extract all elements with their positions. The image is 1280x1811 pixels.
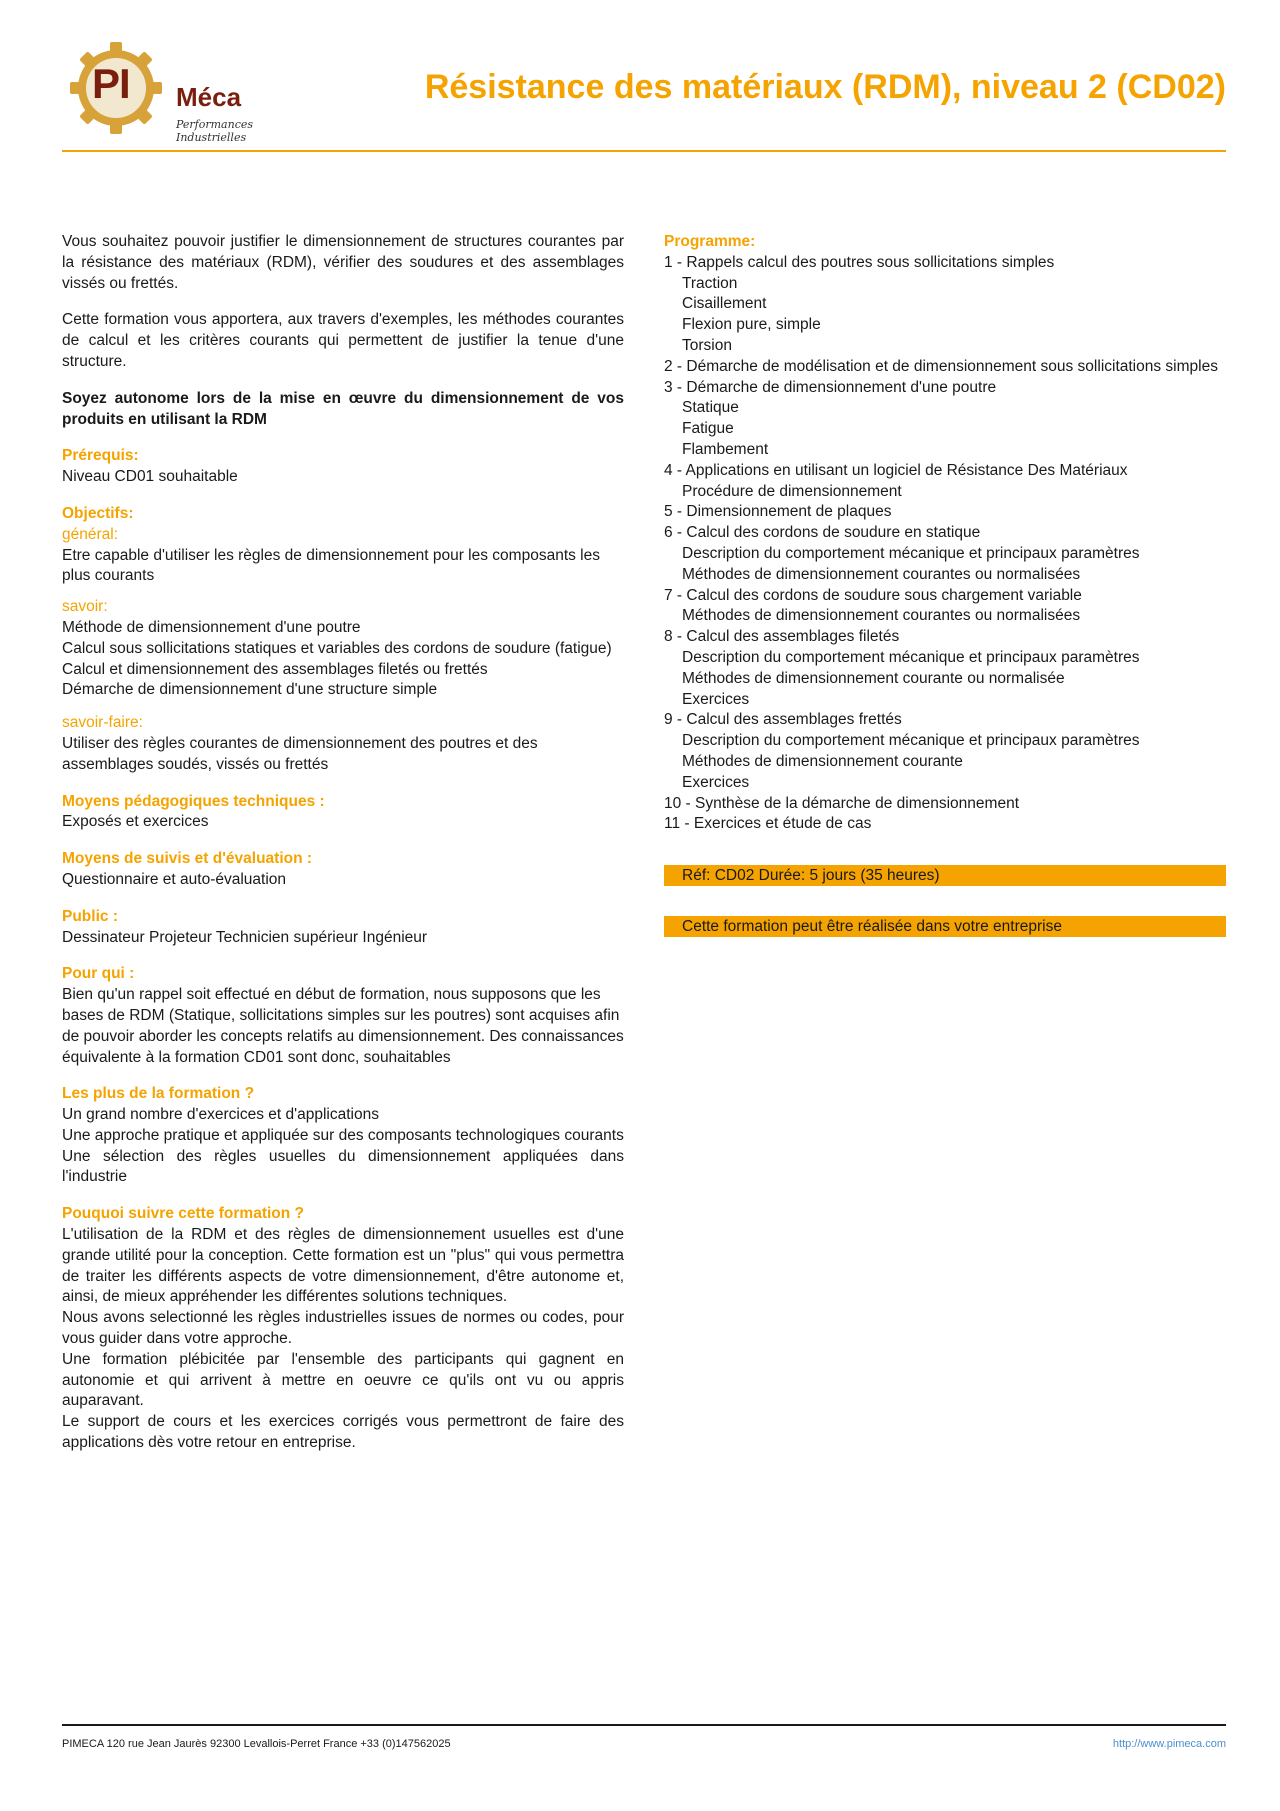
- intro-paragraph-2: Cette formation vous apportera, aux travers d'exemples, les méthodes courantes de calcul et les critères courants qui permettent de justifier la tenue d'une structure.: [62, 311, 624, 370]
- programme-item: Torsion: [682, 336, 732, 354]
- programme-heading: Programme:: [664, 233, 756, 250]
- programme-item: Description du comportement mécanique et principaux paramètres: [682, 732, 1140, 750]
- intro-bold-statement: Soyez autonome lors de la mise en œuvre du dimensionnement de vos produits en utilisant la RDM: [62, 389, 624, 428]
- programme-item: 10 - Synthèse de la démarche de dimensionnement: [664, 794, 1019, 812]
- programme-item: 11 - Exercices et étude de cas: [664, 815, 872, 833]
- programme-item: Méthodes de dimensionnement courantes ou normalisées: [682, 607, 1081, 625]
- savoir-item: Méthode de dimensionnement d'une poutre: [62, 618, 361, 636]
- plus-item: Un grand nombre d'exercices et d'applications: [62, 1106, 379, 1124]
- page-footer: [62, 1724, 1226, 1750]
- plus-item: Une approche pratique et appliquée sur des composants technologiques courants: [62, 1126, 624, 1144]
- reference-duration-bar: Réf: CD02 Durée: 5 jours (35 heures): [664, 865, 1226, 886]
- prereq-text: Niveau CD01 souhaitable: [62, 468, 238, 486]
- intro-paragraph-1: Vous souhaitez pouvoir justifier le dimensionnement de structures courantes par la résistance des matériaux (RDM), vérifier des soudures et des assemblages vissés ou frettés.: [62, 233, 624, 292]
- logo-tagline: Performances Industrielles: [176, 118, 254, 144]
- right-column: [664, 232, 1226, 937]
- footer-website-link[interactable]: http://www.pimeca.com: [1112, 1738, 1226, 1750]
- savoir-item: Démarche de dimensionnement d'une structure simple: [62, 681, 438, 699]
- footer-address: PIMECA 120 rue Jean Jaurès 92300 Levallois-Perret France +33 (0)147562025: [62, 1738, 451, 1750]
- programme-list: [664, 253, 1226, 835]
- programme-item: 1 - Rappels calcul des poutres sous sollicitations simples: [664, 253, 1055, 271]
- plus-list: [62, 1105, 624, 1188]
- programme-item: 2 - Démarche de modélisation et de dimensionnement sous sollicitations simples: [664, 357, 1218, 375]
- general-text: Etre capable d'utiliser les règles de dimensionnement pour les composants les plus courants: [62, 546, 600, 585]
- moyens-heading: Moyens pédagogiques techniques :: [62, 792, 325, 810]
- savoir-item: Calcul et dimensionnement des assemblages filetés ou frettés: [62, 660, 488, 678]
- savoirfaire-text: Utiliser des règles courantes de dimensionnement des poutres et des assemblages soudés, vissés ou frettés: [62, 734, 538, 773]
- programme-item: 8 - Calcul des assemblages filetés: [664, 628, 900, 646]
- savoir-heading: savoir:: [62, 598, 108, 616]
- pourqui-heading: Pour qui :: [62, 965, 135, 983]
- programme-item: Méthodes de dimensionnement courantes ou normalisées: [682, 565, 1081, 583]
- savoirfaire-heading: savoir-faire:: [62, 714, 143, 732]
- pourquoi-paragraph: Nous avons selectionné les règles industrielles issues de normes ou codes, pour vous guider dans votre approche.: [62, 1309, 624, 1348]
- pourquoi-paragraph: L'utilisation de la RDM et des règles de dimensionnement usuelles est d'une grande utilité pour la conception. Cette formation est un "plus" qui vous permettra de traiter les différents aspects de votre dimensionnement, d'être autonome et, ainsi, de mieux appréhender les différentes solutions techniques.: [62, 1226, 624, 1306]
- suivi-heading: Moyens de suivis et d'évaluation :: [62, 850, 313, 868]
- savoir-item: Calcul sous sollicitations statiques et variables des cordons de soudure (fatigue): [62, 639, 612, 657]
- plus-heading: Les plus de la formation ?: [62, 1085, 255, 1103]
- programme-item: 3 - Démarche de dimensionnement d'une poutre: [664, 378, 997, 396]
- pourquoi-heading: Pouquoi suivre cette formation ?: [62, 1205, 304, 1223]
- page-title: Résistance des matériaux (RDM), niveau 2 (CD02): [424, 68, 1226, 106]
- programme-item: 6 - Calcul des cordons de soudure en statique: [664, 524, 981, 542]
- programme-item: Méthodes de dimensionnement courante ou normalisée: [682, 669, 1065, 687]
- public-heading: Public :: [62, 907, 118, 925]
- programme-item: Fatigue: [682, 420, 734, 438]
- savoir-list: [62, 618, 624, 701]
- prereq-heading: Prérequis:: [62, 447, 139, 465]
- programme-item: Cisaillement: [682, 295, 767, 313]
- pourquoi-paragraph: Une formation plébicitée par l'ensemble des participants qui gagnent en autonomie et qui arrivent à mettre en oeuvre ce qu'ils ont vu ou appris auparavant.: [62, 1350, 624, 1410]
- programme-item: 4 - Applications en utilisant un logiciel de Résistance Des Matériaux: [664, 461, 1128, 479]
- pourquoi-list: [62, 1225, 624, 1454]
- programme-item: Flambement: [682, 440, 769, 458]
- objectifs-heading: Objectifs:: [62, 504, 134, 522]
- pimeca-logo: [70, 40, 310, 144]
- suivi-text: Questionnaire et auto-évaluation: [62, 870, 287, 888]
- logo-pi: PI: [92, 60, 130, 107]
- plus-item: Une sélection des règles usuelles du dimensionnement appliquées dans l'industrie: [62, 1147, 624, 1186]
- moyens-text: Exposés et exercices: [62, 813, 209, 831]
- pourquoi-paragraph: Le support de cours et les exercices corrigés vous permettront de faire des applications dès votre retour en entreprise.: [62, 1413, 624, 1452]
- programme-item: Procédure de dimensionnement: [682, 482, 902, 500]
- programme-item: Méthodes de dimensionnement courante: [682, 752, 963, 770]
- pourqui-text: Bien qu'un rappel soit effectué en début de formation, nous supposons que les bases de RDM (Statique, sollicitations simples sur les poutres) sont acquises afin de pouvoir aborder les concepts relatifs au dimensionnement. Des connaissances équivalente à la formation CD01 sont donc, souhaitables: [62, 986, 624, 1066]
- programme-item: Description du comportement mécanique et principaux paramètres: [682, 544, 1140, 562]
- programme-item: 9 - Calcul des assemblages frettés: [664, 711, 902, 729]
- programme-item: Flexion pure, simple: [682, 316, 821, 334]
- programme-item: Statique: [682, 399, 739, 417]
- general-heading: général:: [62, 525, 119, 543]
- programme-item: Description du comportement mécanique et principaux paramètres: [682, 648, 1140, 666]
- programme-item: 5 - Dimensionnement de plaques: [664, 503, 892, 521]
- programme-item: 7 - Calcul des cordons de soudure sous chargement variable: [664, 586, 1082, 604]
- public-text: Dessinateur Projeteur Technicien supérieur Ingénieur: [62, 928, 428, 946]
- programme-item: Exercices: [682, 690, 750, 708]
- logo-meca: Méca: [176, 82, 242, 112]
- page-header: [62, 40, 1226, 152]
- programme-item: Traction: [682, 274, 738, 292]
- in-company-bar: Cette formation peut être réalisée dans votre entreprise: [664, 916, 1226, 937]
- programme-item: Exercices: [682, 773, 750, 791]
- left-column: [62, 232, 624, 1454]
